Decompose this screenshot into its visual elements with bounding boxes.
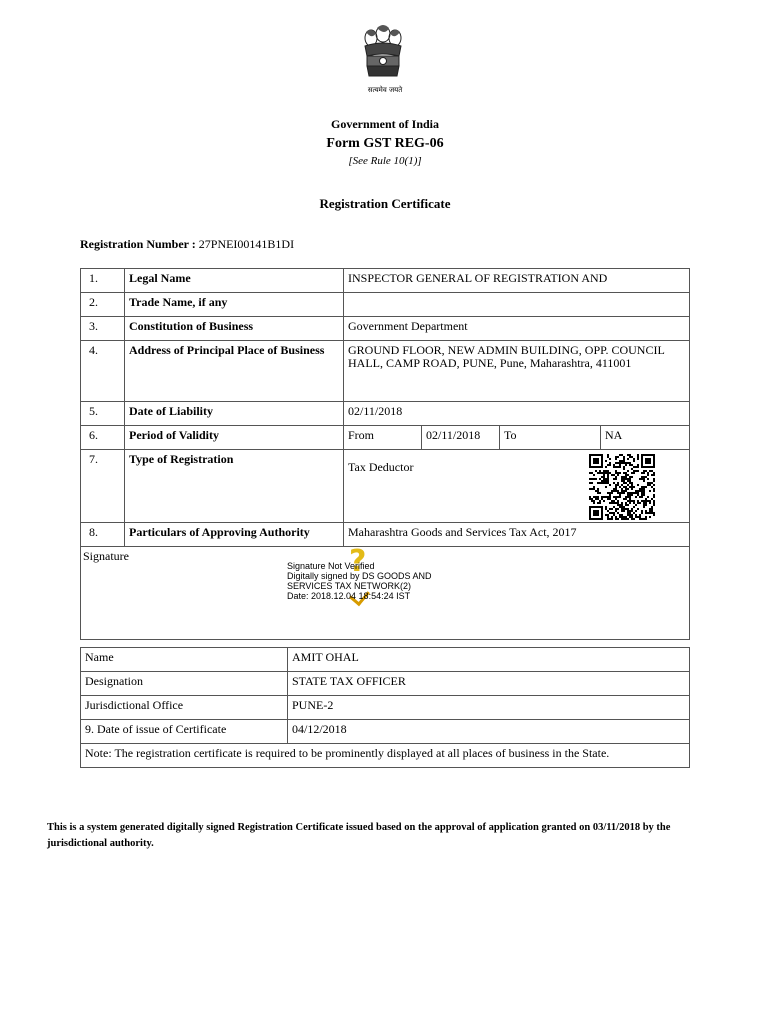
row-number: 5. [81, 402, 125, 426]
table-row [81, 341, 690, 402]
row-label: Date of Liability [125, 402, 344, 426]
row-label: Trade Name, if any [125, 293, 344, 317]
row-value: INSPECTOR GENERAL OF REGISTRATION AND [344, 269, 690, 293]
question-mark-icon: ? [349, 544, 367, 579]
registration-number-value: 27PNEI00141B1DI [198, 237, 295, 251]
row-number: 7. [81, 450, 125, 523]
table-row [81, 450, 690, 523]
table-row [81, 744, 690, 768]
row-number: 3. [81, 317, 125, 341]
footer-disclaimer: This is a system generated digitally signed Registration Certificate issued based on the approval of application granted on 03/11/2018 by the jurisdictional authority. [47, 822, 671, 849]
row-value: Government Department [344, 317, 690, 341]
row-value: 02/11/2018 [344, 402, 690, 426]
row-label: Constitution of Business [125, 317, 344, 341]
row-number: 2. [81, 293, 125, 317]
row-label: Address of Principal Place of Business [125, 341, 344, 402]
issue-date-value: 04/12/2018 [288, 720, 690, 744]
signature-cell [81, 544, 690, 640]
rule-reference: [See Rule 10(1)] [348, 155, 422, 167]
signature-area [81, 544, 689, 639]
digital-signature-block [287, 561, 432, 601]
row-number: 4. [81, 341, 125, 402]
jurisdictional-office-value: PUNE-2 [288, 696, 690, 720]
qr-code-icon [589, 454, 655, 520]
row-value: Tax Deductor [348, 460, 414, 474]
designation-value: STATE TAX OFFICER [288, 672, 690, 696]
signature-status: Signature Not Verified [287, 561, 375, 571]
registration-number [80, 237, 294, 252]
row-label: Legal Name [125, 269, 344, 293]
table-row [81, 720, 690, 744]
issue-date-label: 9. Date of issue of Certificate [81, 720, 288, 744]
officer-name-label: Name [81, 648, 288, 672]
signed-by-line: SERVICES TAX NETWORK(2) [287, 581, 412, 591]
validity-from-value: 02/11/2018 [422, 426, 500, 450]
designation-label: Designation [81, 672, 288, 696]
row-number: 8. [81, 523, 125, 547]
officer-table [80, 647, 690, 768]
row-value: Maharashtra Goods and Services Tax Act, 2017 [344, 523, 690, 547]
table-row [81, 426, 690, 450]
signed-by-line: Digitally signed by DS GOODS AND [287, 571, 432, 581]
officer-name-value: AMIT OHAL [288, 648, 690, 672]
table-row [81, 523, 690, 547]
table-row [81, 293, 690, 317]
table-row [81, 402, 690, 426]
row-value [344, 293, 690, 317]
signature-date: Date: 2018.12.04 18:54:24 IST [287, 591, 411, 601]
validity-to-value: NA [601, 426, 690, 450]
row-number: 6. [81, 426, 125, 450]
row-value: GROUND FLOOR, NEW ADMIN BUILDING, OPP. COUNCIL HALL, CAMP ROAD, PUNE, Pune, Maharashtra, 411001 [344, 341, 690, 402]
form-title: Form GST REG-06 [326, 136, 444, 151]
certificate-table [80, 268, 690, 640]
table-row [81, 696, 690, 720]
display-note: Note: The registration certificate is required to be prominently displayed at all places of business in the State. [81, 744, 690, 768]
jurisdictional-office-label: Jurisdictional Office [81, 696, 288, 720]
row-label: Particulars of Approving Authority [125, 523, 344, 547]
signature-row [81, 547, 690, 640]
signature-label: Signature [83, 549, 129, 563]
government-heading: Government of India [331, 117, 439, 131]
registration-number-label: Registration Number : [80, 237, 196, 251]
row-label: Period of Validity [125, 426, 344, 450]
row-value-cell [344, 450, 690, 523]
table-row [81, 672, 690, 696]
table-row [81, 269, 690, 293]
national-emblem-icon [355, 22, 411, 84]
emblem-motto: सत्यमेव जयते [367, 86, 403, 94]
row-number: 1. [81, 269, 125, 293]
table-row [81, 317, 690, 341]
table-row [81, 648, 690, 672]
validity-to-label: To [500, 426, 601, 450]
validity-from-label: From [344, 426, 422, 450]
row-label: Type of Registration [125, 450, 344, 523]
certificate-title: Registration Certificate [319, 196, 451, 211]
